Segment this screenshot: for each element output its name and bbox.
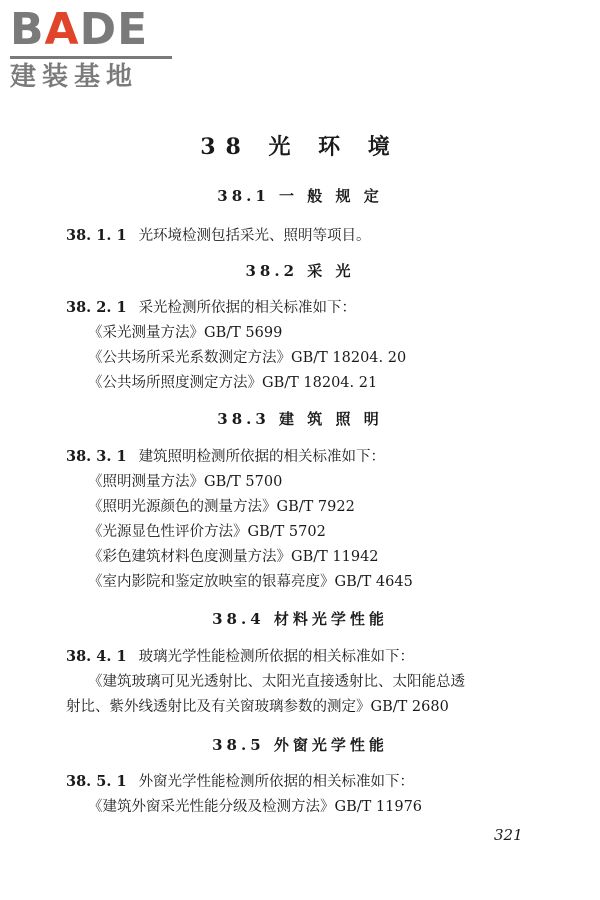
standard-reference: 《采光测量方法》GB/T 5699 — [88, 325, 283, 341]
clause-number: 38. 2. 1 — [66, 299, 127, 316]
clause-text: 玻璃光学性能检测所依据的相关标准如下： — [138, 649, 415, 665]
standard-reference-continued: 射比、紫外线透射比及有关窗玻璃参数的测定》GB/T 2680 — [66, 699, 449, 715]
clause — [66, 224, 371, 245]
standard-reference: 《光源显色性评价方法》GB/T 5702 — [88, 524, 326, 540]
page-number: 321 — [494, 826, 523, 844]
clause — [66, 296, 356, 317]
section-heading: 38.2 采 光 — [245, 262, 355, 280]
section-heading: 38.5 外窗光学性能 — [212, 736, 388, 754]
section-heading: 38.4 材料光学性能 — [212, 610, 388, 628]
standard-reference: 《公共场所采光系数测定方法》GB/T 18204. 20 — [88, 350, 407, 366]
standard-reference: 《照明测量方法》GB/T 5700 — [88, 474, 283, 490]
clause-number: 38. 1. 1 — [66, 227, 127, 244]
standard-reference: 《公共场所照度测定方法》GB/T 18204. 21 — [88, 375, 378, 391]
section-heading: 38.3 建 筑 照 明 — [217, 410, 383, 428]
clause-text: 外窗光学性能检测所依据的相关标准如下： — [138, 774, 415, 790]
bade-logo — [10, 4, 180, 92]
logo-wordmark: BADE — [10, 4, 149, 55]
clause-number: 38. 5. 1 — [66, 773, 127, 790]
clause-number: 38. 3. 1 — [66, 448, 127, 465]
section-heading: 38.1 一 般 规 定 — [217, 187, 383, 205]
standard-reference: 《室内影院和鉴定放映室的银幕亮度》GB/T 4645 — [88, 574, 413, 590]
clause-text: 光环境检测包括采光、照明等项目。 — [138, 228, 371, 244]
standard-reference: 《建筑玻璃可见光透射比、太阳光直接透射比、太阳能总透 — [88, 674, 465, 690]
clause-text: 建筑照明检测所依据的相关标准如下： — [138, 449, 386, 465]
clause-text: 采光检测所依据的相关标准如下： — [138, 300, 357, 316]
clause-number: 38. 4. 1 — [66, 648, 127, 665]
chapter-title: 38 光 环 境 — [200, 134, 400, 160]
standard-reference: 《照明光源颜色的测量方法》GB/T 7922 — [88, 499, 355, 515]
clause — [66, 445, 385, 466]
standard-reference: 《建筑外窗采光性能分级及检测方法》GB/T 11976 — [88, 799, 423, 815]
logo-subtitle: 建装基地 — [10, 62, 139, 92]
clause — [66, 645, 414, 666]
clause — [66, 770, 414, 791]
logo-divider — [10, 56, 172, 59]
standard-reference: 《彩色建筑材料色度测量方法》GB/T 11942 — [88, 549, 379, 565]
